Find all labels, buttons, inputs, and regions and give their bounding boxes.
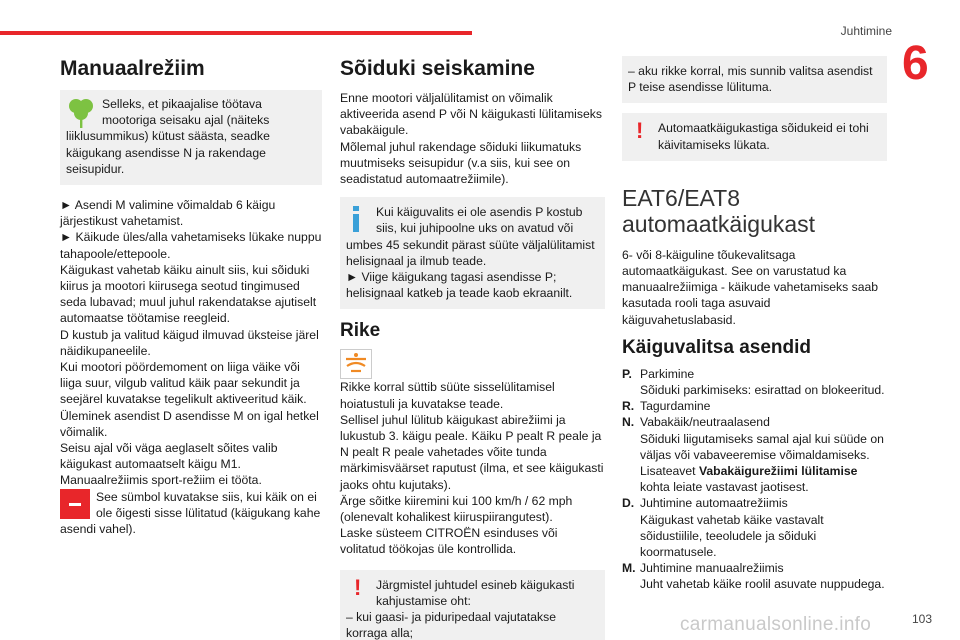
warning-icon: !: [636, 118, 644, 144]
warning-item-2: – aku rikke korral, mis sunnib valitsa asendist P teise asendisse lülituma.: [628, 64, 873, 95]
gear-item-d: [622, 495, 887, 560]
para-torque: Kui mootori pöördemoment on liiga väike või liiga suur, vilgub valitud käik paar sekundit ja seejärel kuvatakse tegelikult aktiveeritud käik.: [60, 360, 307, 407]
gear-indicator-icon: [60, 489, 90, 519]
para-d-to-m: Üleminek asendist D asendisse M on igal hetkel võimalik.: [60, 408, 319, 439]
fault-para-4: Laske süsteem CITROËN esinduses või volitatud töökojas üle kontrollida.: [340, 526, 558, 557]
info-note-text: Kui käiguvalits ei ole asendis P kostub siis, kui juhipoolne uks on avatud või umbes 45 sekundit pärast süüte väljalülitamist helisignaal ja ilmub teade.: [346, 205, 595, 268]
gear-title: Vabakäik/neutraalasend: [640, 415, 770, 430]
para-conditions: Käigukast vahetab käiku ainult siis, kui sõiduki kiirus ja mootori kiirusega seotud tingimused seda lubavad; muul juhul rakendatakse ajutiselt automaatse töötamise reegleid.: [60, 262, 317, 326]
gear-label: N.: [622, 415, 635, 430]
gear-label: P.: [622, 366, 632, 381]
gear-title: Tagurdamine: [640, 399, 711, 414]
column-manual-mode: [60, 56, 322, 537]
watermark: carmanualsonline.info: [680, 614, 872, 635]
gear-extra-b: Vabakäigurežiimi lülitamise: [698, 464, 858, 479]
fault-para-2: Sellisel juhul lülitub käigukast abirežiimi ja lukustub 3. käigu peale. Käiku P pealt R peale ja N pealt R peale vahetades võite tunda märkimisväärset raputust (ilma, et see käigukasti jaoks ohtu kujutaks).: [340, 412, 604, 492]
fault-intro: [340, 349, 605, 411]
column-stopping: [340, 56, 605, 640]
para-m-position: ► Asendi M valimine võimaldab 6 käigu järjestikust vahetamist.: [60, 198, 276, 229]
heading-fault: Rike: [340, 320, 381, 342]
fault-para-1: Rikke korral süttib süüte sisselülitamisel hoiatustuli ja kuvatakse teade.: [340, 380, 555, 411]
leaf-icon: [66, 96, 96, 126]
gear-extra-a: Lisateavet: [640, 464, 699, 479]
eat-description: 6- või 8-käiguline tõukevalitsaga automaatkäigukast. See on varustatud ka manuaalrežiimiga - käikude vahetamiseks saab kasutada rooli taga asuvaid käiguvahetuslabasid.: [622, 247, 879, 327]
gear-fault-text: See sümbol kuvatakse siis, kui käik on ei ole õigesti sisse lülitatud (käigukang kahe asendi vahel).: [60, 489, 321, 537]
fault-para-3: Ärge sõitke kiiremini kui 100 km/h / 62 mph (olenevalt kohalikest kiiruspiirangutest).: [340, 493, 573, 525]
gearbox-fault-icon: [340, 349, 372, 379]
gear-item-p: [622, 366, 887, 398]
warning-no-push-text: Automaatkäigukastiga sõidukeid ei tohi käivitamiseks lükata.: [658, 121, 869, 152]
gear-desc: Sõiduki liigutamiseks samal ajal kui süüde on väljas või vabaveeremise võimaldamiseks.: [640, 431, 884, 462]
warning-no-push: [622, 113, 887, 160]
column-automatic: [622, 56, 887, 593]
warning-note-text: Järgmistel juhtudel esineb käigukasti kahjustamise oht:: [376, 577, 575, 608]
gear-item-n: [622, 414, 887, 495]
eco-note: [60, 90, 322, 185]
gear-title: Parkimine: [640, 366, 695, 381]
heading-stopping: Sõiduki seiskamine: [340, 57, 535, 80]
gear-fault-symbol-note: [60, 489, 322, 538]
info-note-text-2: ► Viige käigukang tagasi asendisse P; helisignaal katkeb ja teade kaob ekraanilt.: [346, 270, 573, 301]
heading-eat: EAT6/EAT8 automaatkäigukast: [622, 184, 816, 237]
info-note: [340, 197, 605, 309]
page-number: 103: [911, 612, 932, 626]
para-d-off: D kustub ja valitud käigud ilmuvad üksteise järel näidikupaneelile.: [60, 327, 319, 358]
gear-position-list: [622, 366, 887, 593]
warning-note: [340, 570, 605, 640]
header-accent-bar: [0, 31, 472, 35]
gear-extra: [640, 463, 887, 495]
info-icon: [346, 204, 370, 234]
para-parking-brake: Mõlemal juhul rakendage sõiduki liikumatuks muutmiseks seisupidur (v.a siis, kui see on seadistatud automaatrežiimile).: [340, 139, 582, 187]
para-before-stop: Enne mootori väljalülitamist on võimalik aktiveerida asend P või N käigukasti lülitamiseks vabakäigule.: [340, 91, 602, 138]
gear-desc: Sõiduki parkimiseks: esirattad on blokeeritud.: [640, 383, 885, 398]
warning-note-cont: [622, 56, 887, 103]
warning-item-1: – kui gaasi- ja piduripedaal vajutatakse korraga alla;: [346, 610, 557, 640]
chapter-number: 6: [902, 37, 929, 90]
para-paddle: ► Käikude üles/alla vahetamiseks lükake nuppu tahapoole/ettepoole.: [60, 230, 322, 261]
gear-title: Juhtimine manuaalrežiimis: [640, 561, 784, 576]
gear-label: D.: [622, 496, 635, 511]
gear-title: Juhtimine automaatrežiimis: [640, 496, 788, 511]
gear-label: M.: [622, 561, 636, 576]
heading-selector: Käiguvalitsa asendid: [622, 336, 812, 358]
gear-desc: Käigukast vahetab käike vastavalt sõidustiilile, teeoludele ja sõiduki koormatusele.: [640, 512, 824, 560]
gear-item-r: [622, 398, 887, 414]
heading-manual-mode: Manuaalrežiim: [60, 57, 205, 80]
section-title: Juhtimine: [840, 24, 892, 38]
gear-label: R.: [622, 399, 635, 414]
eco-note-text: Selleks, et pikaajalise töötava mootoriga seisaku ajal (näiteks liiklusummikus) kütust säästa, seadke käigukang asendisse N ja rakendage seisupidur.: [66, 97, 270, 176]
para-sport: Manuaalrežiimis sport-režiim ei tööta.: [60, 473, 262, 488]
gear-extra-c: kohta leiate vastavast jaotisest.: [640, 480, 809, 495]
gear-item-m: [622, 560, 887, 592]
warning-icon: !: [354, 574, 362, 600]
para-m1: Seisu ajal või väga aeglaselt sõites valib käigukast automaatselt käigu M1.: [60, 441, 278, 472]
gear-desc: Juht vahetab käike roolil asuvate nuppudega.: [640, 577, 885, 592]
